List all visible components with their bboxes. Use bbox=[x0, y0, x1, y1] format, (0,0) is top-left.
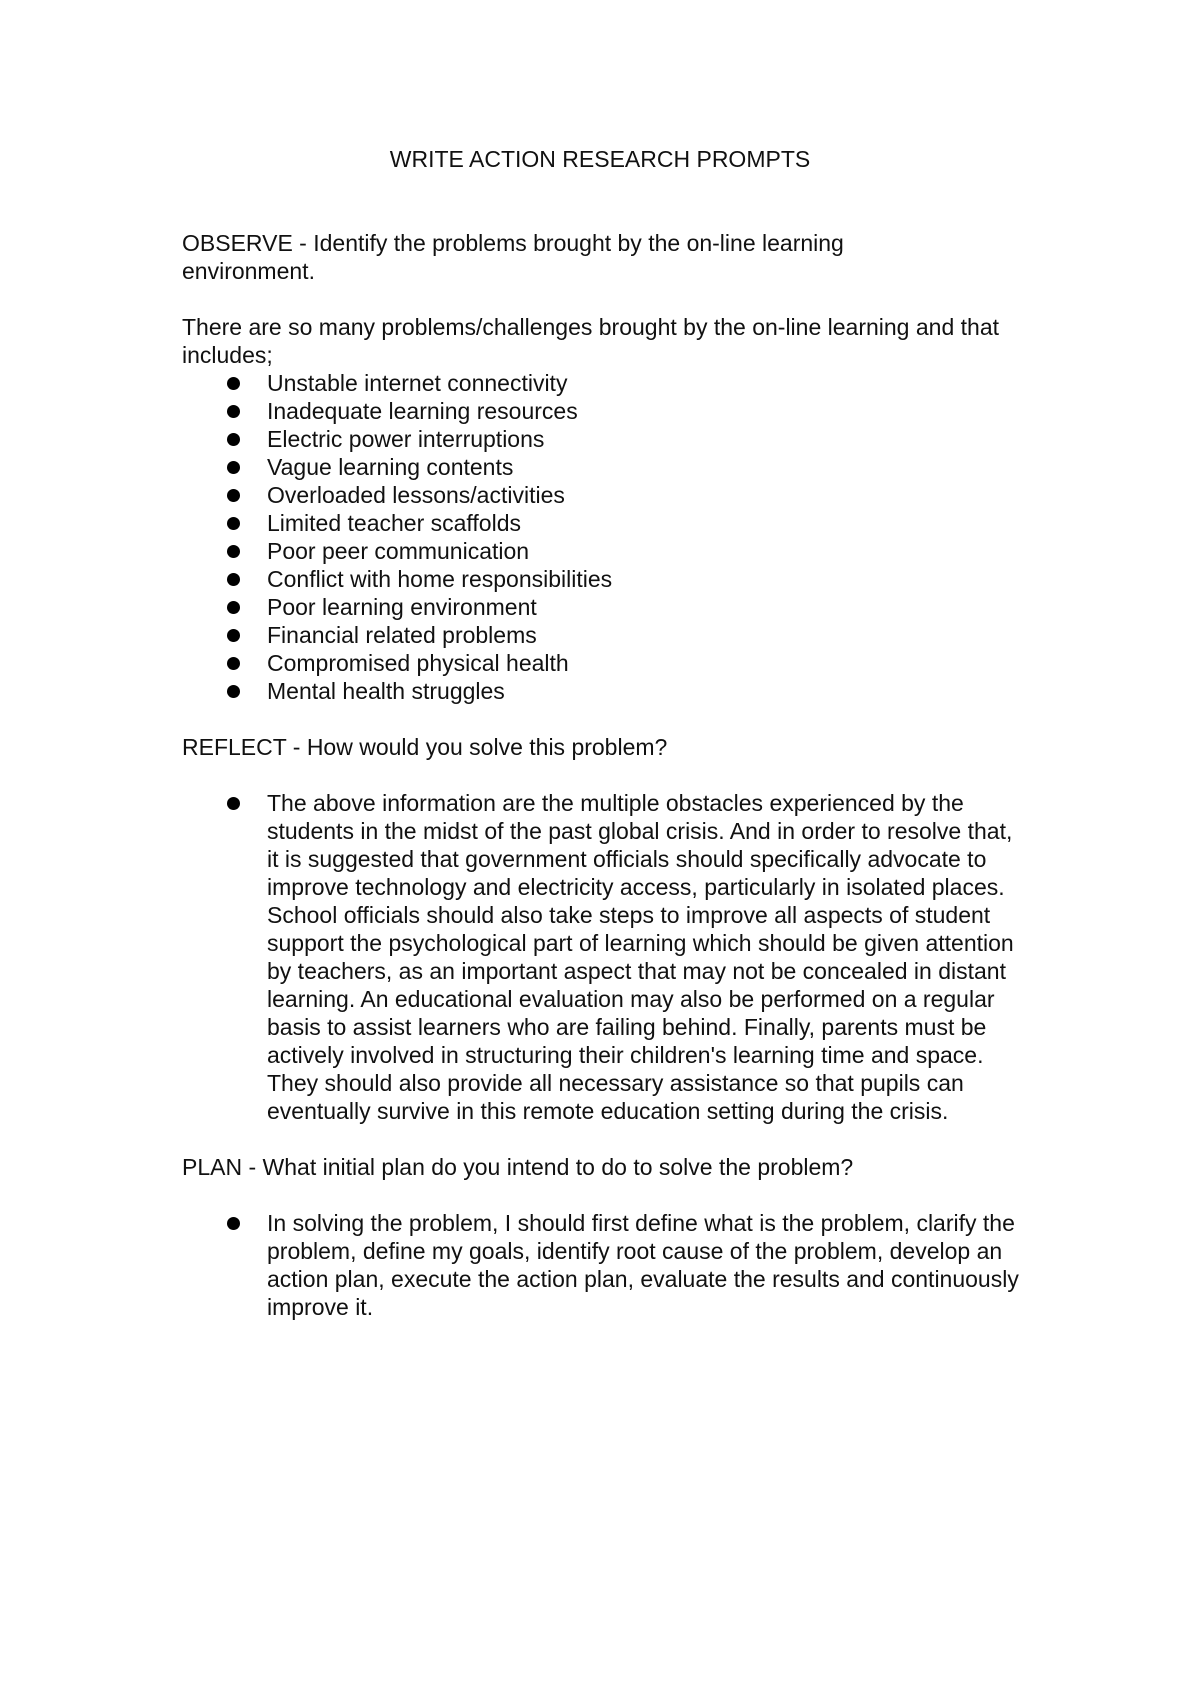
list-item: Unstable internet connectivity bbox=[182, 369, 1042, 397]
list-item: Compromised physical health bbox=[182, 649, 1042, 677]
list-item: Limited teacher scaffolds bbox=[182, 509, 1042, 537]
bullet-icon bbox=[227, 657, 240, 670]
bullet-icon bbox=[227, 629, 240, 642]
plan-answer: In solving the problem, I should first define what is the problem, clarify the problem, define my goals, identify root cause of the problem, develop an action plan, execute the action plan, evaluate the results and continuously improve it. bbox=[267, 1210, 1019, 1320]
list-item: Inadequate learning resources bbox=[182, 397, 1042, 425]
bullet-icon bbox=[227, 601, 240, 614]
bullet-icon bbox=[227, 545, 240, 558]
list-item: Poor learning environment bbox=[182, 593, 1042, 621]
bullet-icon bbox=[227, 377, 240, 390]
bullet-icon bbox=[227, 433, 240, 446]
document-body bbox=[182, 229, 1042, 1321]
document-title: WRITE ACTION RESEARCH PROMPTS bbox=[389, 146, 811, 172]
list-item: Overloaded lessons/activities bbox=[182, 481, 1042, 509]
observe-prompt: OBSERVE - Identify the problems brought by the on-line learning environment. bbox=[182, 230, 844, 284]
bullet-icon bbox=[227, 1217, 240, 1230]
bullet-icon bbox=[227, 517, 240, 530]
bullet-icon bbox=[227, 797, 240, 810]
list-item: Vague learning contents bbox=[182, 453, 1042, 481]
list-item bbox=[182, 789, 1042, 1125]
bullet-icon bbox=[227, 573, 240, 586]
plan-prompt: PLAN - What initial plan do you intend to do to solve the problem? bbox=[182, 1154, 854, 1180]
list-item: Mental health struggles bbox=[182, 677, 1042, 705]
reflect-answer-list bbox=[182, 789, 1042, 1125]
observe-intro: There are so many problems/challenges brought by the on-line learning and that includes; bbox=[182, 314, 999, 368]
bullet-icon bbox=[227, 461, 240, 474]
plan-answer-list bbox=[182, 1209, 1042, 1321]
bullet-icon bbox=[227, 405, 240, 418]
reflect-answer: The above information are the multiple obstacles experienced by the students in the midst of the past global crisis. And in order to resolve that, it is suggested that government officials should specifically advocate to improve technology and electricity access, particularly in isolated places. School officials should also take steps to improve all aspects of student support the psychological part of learning which should be given attention by teachers, as an important aspect that may not be concealed in distant learning. An educational evaluation may also be performed on a regular basis to assist learners who are failing behind. Finally, parents must be actively involved in structuring their children's learning time and space. They should also provide all necessary assistance so that pupils can eventually survive in this remote education setting during the crisis. bbox=[267, 790, 1014, 1124]
list-item: Financial related problems bbox=[182, 621, 1042, 649]
list-item bbox=[182, 1209, 1042, 1321]
problems-list bbox=[182, 369, 1042, 705]
bullet-icon bbox=[227, 489, 240, 502]
bullet-icon bbox=[227, 685, 240, 698]
list-item: Electric power interruptions bbox=[182, 425, 1042, 453]
list-item: Conflict with home responsibilities bbox=[182, 565, 1042, 593]
list-item: Poor peer communication bbox=[182, 537, 1042, 565]
reflect-prompt: REFLECT - How would you solve this problem? bbox=[182, 734, 668, 760]
